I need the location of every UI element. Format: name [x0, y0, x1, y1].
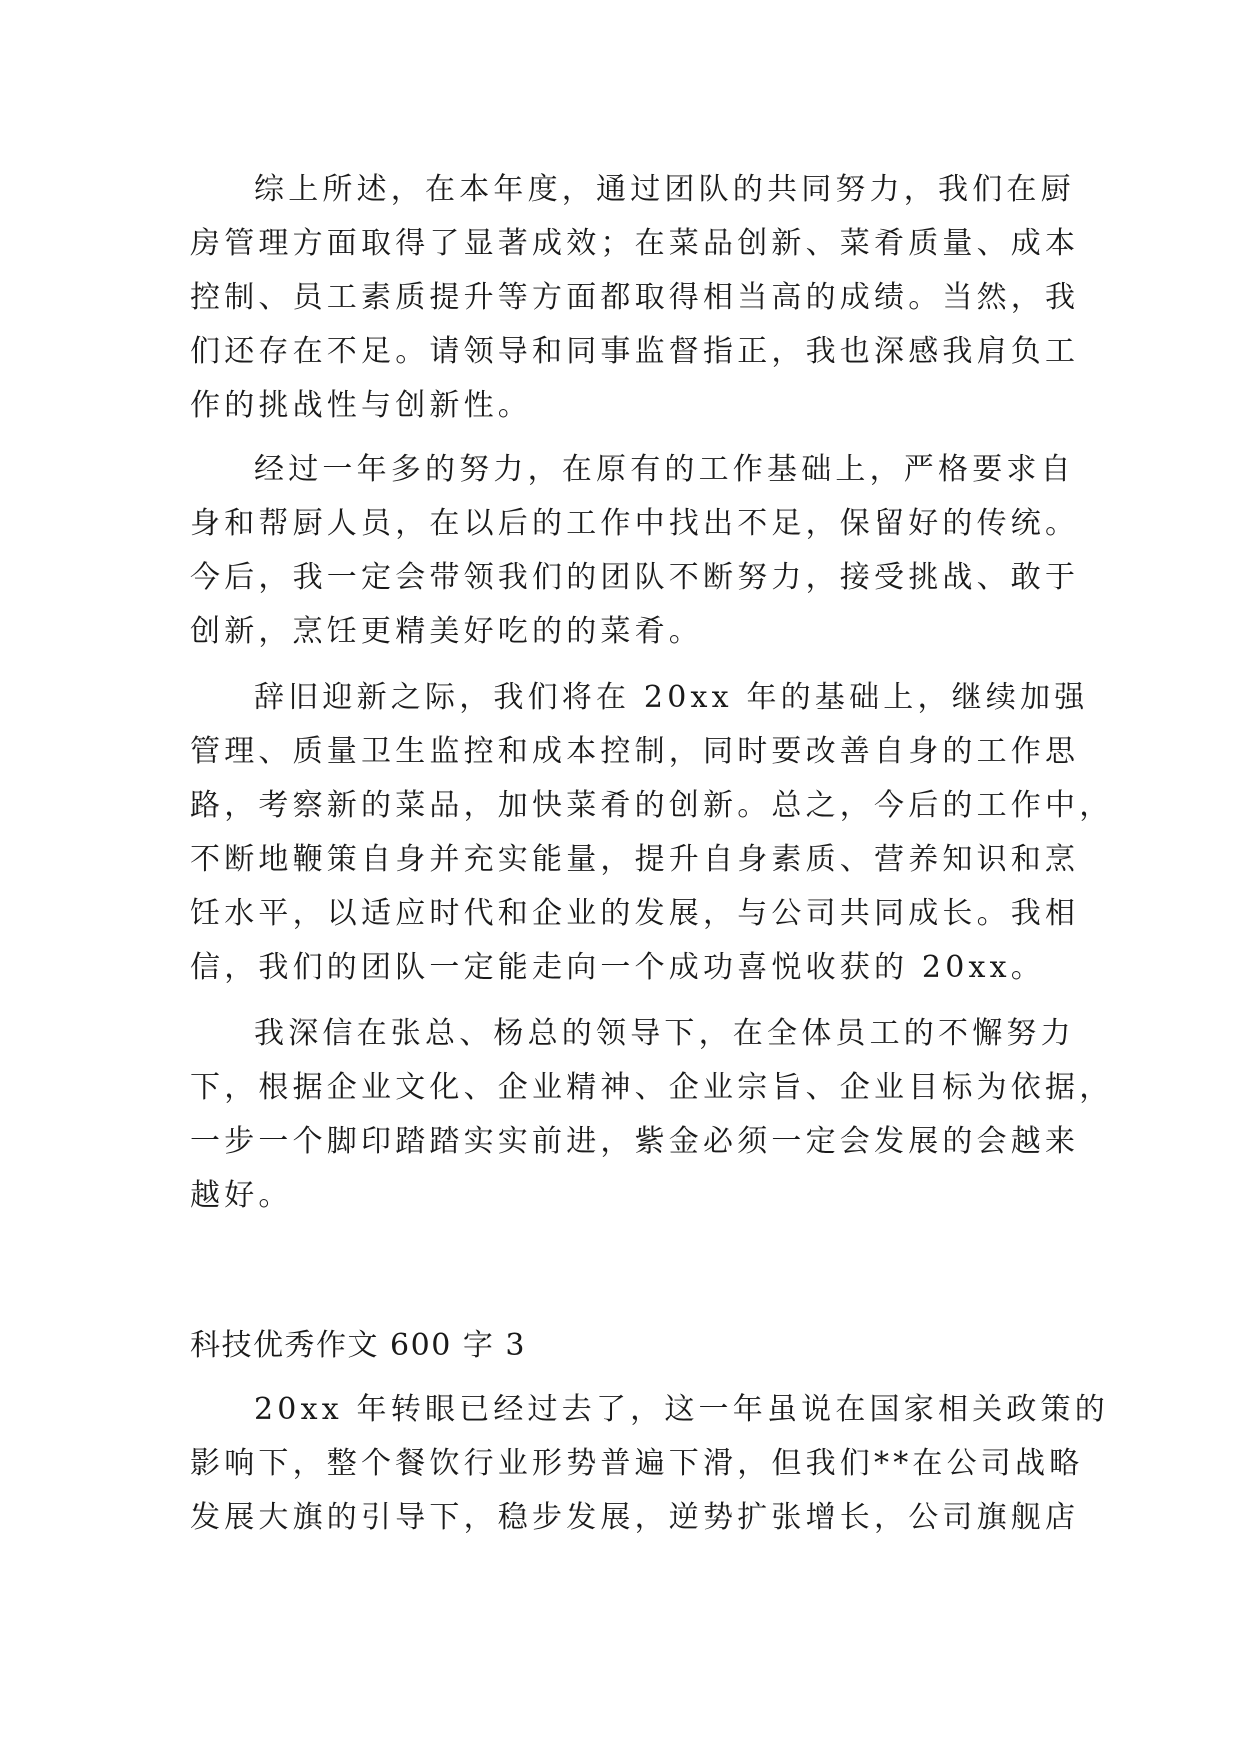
- text-line: 今后，我一定会带领我们的团队不断努力，接受挑战、敢于: [190, 560, 1080, 595]
- text-line: 管理、质量卫生监控和成本控制，同时要改善自身的工作思: [190, 734, 1080, 769]
- text-line: 一步一个脚印踏踏实实前进，紫金必须一定会发展的会越来: [190, 1124, 1080, 1159]
- section-heading: 科技优秀作文 600 字 3: [190, 1328, 526, 1363]
- text-line: 经过一年多的努力，在原有的工作基础上，严格要求自: [254, 452, 1075, 487]
- text-line: 不断地鞭策自身并充实能量，提升自身素质、营养知识和烹: [190, 842, 1080, 877]
- text-line: 们还存在不足。请领导和同事监督指正，我也深感我肩负工: [190, 334, 1080, 369]
- text-line: 下，根据企业文化、企业精神、企业宗旨、企业目标为依据，: [190, 1070, 1114, 1105]
- text-line: 身和帮厨人员，在以后的工作中找出不足，保留好的传统。: [190, 506, 1080, 541]
- text-line: 发展大旗的引导下，稳步发展，逆势扩张增长，公司旗舰店: [190, 1500, 1080, 1535]
- text-line: 饪水平，以适应时代和企业的发展，与公司共同成长。我相: [190, 896, 1080, 931]
- text-line: 我深信在张总、杨总的领导下，在全体员工的不懈努力: [254, 1016, 1075, 1051]
- text-line: 信，我们的团队一定能走向一个成功喜悦收获的 20xx。: [190, 950, 1045, 985]
- text-line: 20xx 年转眼已经过去了，这一年虽说在国家相关政策的: [254, 1392, 1109, 1427]
- text-line: 综上所述，在本年度，通过团队的共同努力，我们在厨: [254, 172, 1075, 207]
- text-line: 控制、员工素质提升等方面都取得相当高的成绩。当然，我: [190, 280, 1080, 315]
- text-line: 房管理方面取得了显著成效；在菜品创新、菜肴质量、成本: [190, 226, 1080, 261]
- text-line: 辞旧迎新之际，我们将在 20xx 年的基础上，继续加强: [254, 680, 1089, 715]
- text-line: 影响下，整个餐饮行业形势普遍下滑，但我们**在公司战略: [190, 1446, 1084, 1481]
- text-line: 越好。: [190, 1178, 293, 1213]
- text-line: 路，考察新的菜品，加快菜肴的创新。总之，今后的工作中，: [190, 788, 1114, 823]
- text-line: 创新，烹饪更精美好吃的的菜肴。: [190, 614, 703, 649]
- text-line: 作的挑战性与创新性。: [190, 388, 532, 423]
